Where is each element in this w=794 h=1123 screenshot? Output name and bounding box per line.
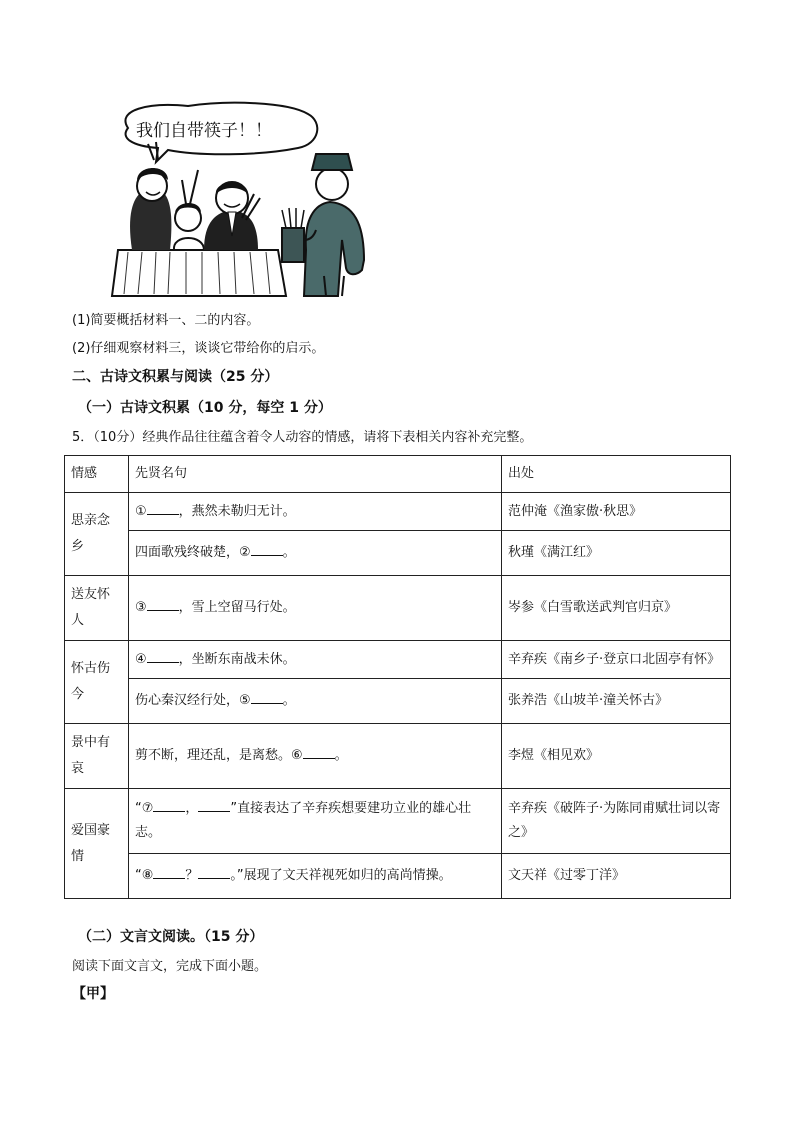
quote-cell: ① ，燕然未勒归无计。 bbox=[129, 493, 502, 531]
emotion-cell: 送友怀人 bbox=[65, 576, 129, 641]
emotion-cell: 思亲念乡 bbox=[65, 493, 129, 576]
source-cell: 范仲淹《渔家傲·秋思》 bbox=[502, 493, 731, 531]
instruction: 阅读下面文言文，完成下面小题。 bbox=[72, 959, 268, 974]
cartoon-illustration bbox=[108, 100, 376, 298]
answer-blank[interactable] bbox=[251, 541, 283, 556]
subsection-title: （一）古诗文积累（10 分，每空 1 分） bbox=[78, 400, 332, 416]
answer-blank[interactable] bbox=[153, 864, 185, 879]
quote-cell: 伤心秦汉经行处，⑤ 。 bbox=[129, 679, 502, 724]
quote-cell: ④ ，坐断东南战未休。 bbox=[129, 641, 502, 679]
source-cell: 李煜《相见欢》 bbox=[502, 724, 731, 789]
answer-blank[interactable] bbox=[147, 596, 179, 611]
source-cell: 张养浩《山坡羊·潼关怀古》 bbox=[502, 679, 731, 724]
quote-cell: “⑦ ， ”直接表达了辛弃疾想要建功立业的雄心壮志。 bbox=[129, 789, 502, 854]
answer-blank[interactable] bbox=[147, 500, 179, 515]
answer-blank[interactable] bbox=[303, 744, 335, 759]
header-source: 出处 bbox=[502, 456, 731, 493]
subsection-title-2: （二）文言文阅读。（15 分） bbox=[78, 929, 264, 945]
question-2: (2)仔细观察材料三，谈谈它带给你的启示。 bbox=[72, 341, 325, 356]
emotion-cell: 景中有哀 bbox=[65, 724, 129, 789]
emotion-cell: 爱国豪情 bbox=[65, 789, 129, 899]
speech-text: 我们自带筷子！！ bbox=[136, 121, 272, 141]
answer-blank[interactable] bbox=[198, 864, 230, 879]
header-emotion: 情感 bbox=[65, 456, 129, 493]
source-cell: 辛弃疾《破阵子·为陈同甫赋壮词以寄之》 bbox=[502, 789, 731, 854]
section-title: 二、古诗文积累与阅读（25 分） bbox=[72, 369, 279, 385]
source-cell: 文天祥《过零丁洋》 bbox=[502, 854, 731, 899]
quote-cell: “⑧ ？ 。”展现了文天祥视死如归的高尚情操。 bbox=[129, 854, 502, 899]
label-jia: 【甲】 bbox=[72, 986, 114, 1002]
emotion-cell: 怀古伤今 bbox=[65, 641, 129, 724]
quote-cell: ③ ，雪上空留马行处。 bbox=[129, 576, 502, 641]
source-cell: 秋瑾《满江红》 bbox=[502, 531, 731, 576]
quote-cell: 四面歌残终破楚，② 。 bbox=[129, 531, 502, 576]
question-1: (1)简要概括材料一、二的内容。 bbox=[72, 313, 260, 328]
answer-blank[interactable] bbox=[251, 689, 283, 704]
answer-blank[interactable] bbox=[153, 797, 185, 812]
poetry-table bbox=[64, 455, 731, 899]
question-5: 5．（10分）经典作品往往蕴含着令人动容的情感，请将下表相关内容补充完整。 bbox=[72, 430, 533, 445]
header-quote: 先贤名句 bbox=[129, 456, 502, 493]
source-cell: 岑参《白雪歌送武判官归京》 bbox=[502, 576, 731, 641]
answer-blank[interactable] bbox=[198, 797, 230, 812]
answer-blank[interactable] bbox=[147, 648, 179, 663]
quote-cell: 剪不断，理还乱，是离愁。⑥ 。 bbox=[129, 724, 502, 789]
source-cell: 辛弃疾《南乡子·登京口北固亭有怀》 bbox=[502, 641, 731, 679]
